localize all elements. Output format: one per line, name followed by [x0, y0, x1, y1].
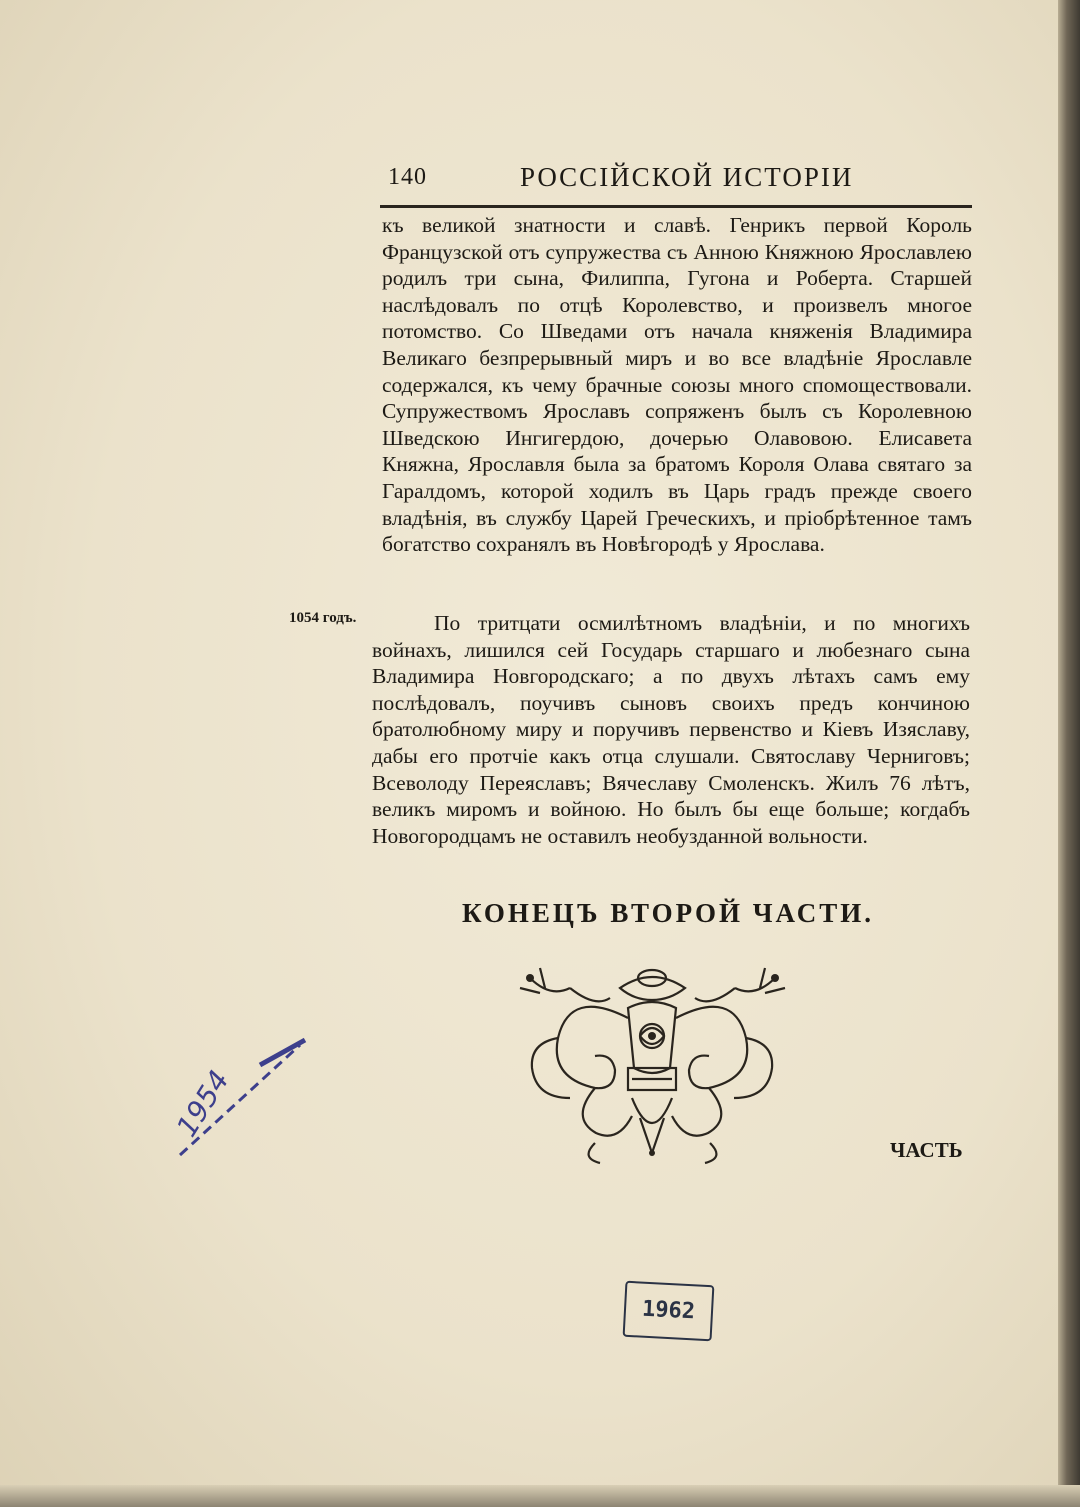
- baroque-vignette-icon: [500, 948, 805, 1168]
- page-header: [380, 160, 970, 200]
- header-rule: [380, 205, 972, 208]
- paragraph-2: По тритцати осмилѣтномъ владѣніи, и по многихъ войнахъ, лишился сей Государь старшаго и любезнаго сына Владимира Новгородскаго; а по двухъ лѣтахъ самъ ему послѣдовалъ, поучивъ сыновъ своихъ предъ кончиною братолюбному миру и поручивъ первенство и Кіевъ Изяславу, дабы его протчіе какъ отца слушали. Святославу Черниговъ; Всеволоду Переяславъ; Вячеславу Смоленскъ. Жилъ 76 лѣтъ, великъ миромъ и войною. Но былъ бы еще больше; когдабъ Новогородцамъ не оставилъ необузданной вольности.: [372, 611, 970, 848]
- margin-note-year: 1054 годъ.: [289, 610, 357, 626]
- page-edge-bottom: [0, 1485, 1080, 1507]
- catchword: ЧАСТЬ: [890, 1138, 963, 1162]
- library-stamp: 1962: [623, 1281, 715, 1342]
- paragraph-1: къ великой знатности и славѣ. Генрикъ первой Король Французской отъ супружества съ Анною Княжною Ярославлею родилъ три сына, Филиппа, Гугона и Роберта. Старшей наслѣдовалъ по отцѣ Королевство, и произвелъ многое потомство. Со Шведами отъ начала княженія Владимира Великаго безпрерывный миръ и во все владѣніе Ярославле содержался, къ чему брачные союзы много спомоществовали. Супружествомъ Ярославъ сопряженъ былъ съ Королевною Шведскою Ингигердою, дочерью Олавовою. Елисавета Княжна, Ярославля была за братомъ Короля Олава святаго за Гаралдомъ, которой ходилъ въ Царь градъ прежде своего владѣнія, въ службу Царей Греческихъ, и пріобрѣтенное тамъ богатство сохранялъ въ Новѣгородѣ у Ярослава.: [382, 213, 972, 557]
- section-end-heading: КОНЕЦЪ ВТОРОЙ ЧАСТИ.: [462, 898, 874, 928]
- page-edge-right: [1058, 0, 1080, 1507]
- handwritten-number: 1954: [170, 1064, 236, 1143]
- page-number: 140: [388, 164, 427, 190]
- running-title: РОССІЙСКОЙ ИСТОРІИ: [520, 162, 854, 192]
